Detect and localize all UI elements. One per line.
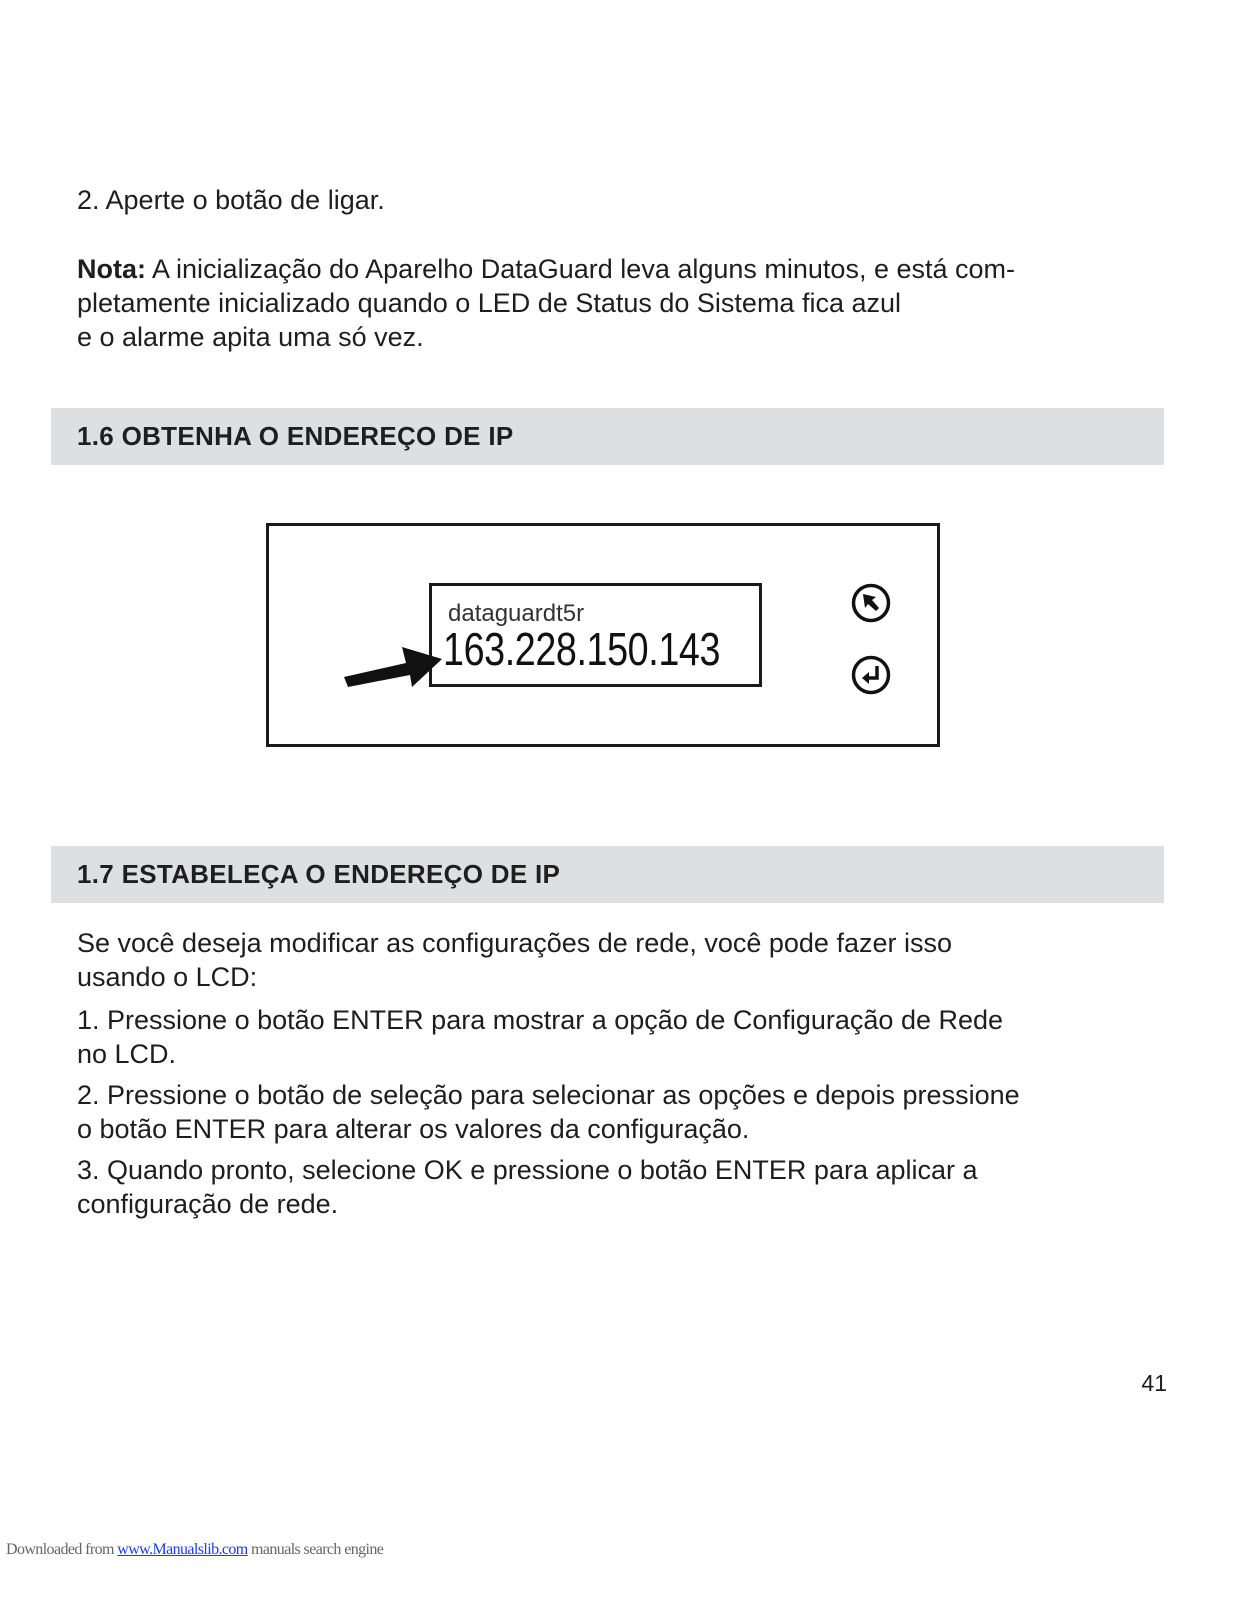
step-3: 3. Quando pronto, selecione OK e pressione o botão ENTER para aplicar a configuração de rede. <box>77 1155 978 1219</box>
note-line-1: A inicialização do Aparelho DataGuard leva alguns minutos, e está com- <box>152 254 1016 284</box>
section-title-1-7: 1.7 ESTABELEÇA O ENDEREÇO DE IP <box>77 859 561 889</box>
lcd-panel-figure <box>266 523 940 747</box>
note-line-3: e o alarme apita uma só vez. <box>77 322 424 352</box>
select-button-icon <box>851 583 891 623</box>
lcd-display <box>429 583 762 687</box>
step-2-text: 2. Aperte o botão de ligar. <box>77 185 385 215</box>
section-header-1-6 <box>51 408 1164 465</box>
section-header-1-7 <box>51 846 1164 903</box>
footer-suffix: manuals search engine <box>247 1541 384 1558</box>
lcd-ip-address: 163.228.150.143 <box>443 623 721 675</box>
step-2: 2. Pressione o botão de seleção para selecionar as opções e depois pressione o botão ENTER para alterar os valores da configuração. <box>77 1080 1020 1144</box>
section-1-7-intro: Se você deseja modificar as configurações de rede, você pode fazer isso usando o LCD: <box>77 928 952 992</box>
section-title-1-6: 1.6 OBTENHA O ENDEREÇO DE IP <box>77 421 514 451</box>
arrow-pointer-icon <box>342 641 446 691</box>
download-footer <box>6 1541 383 1559</box>
page-number: 41 <box>1141 1370 1167 1396</box>
note-line-2: pletamente inicializado quando o LED de Status do Sistema fica azul <box>77 288 902 318</box>
enter-button-icon <box>851 655 891 695</box>
note-label: Nota: <box>77 254 146 284</box>
manualslib-link[interactable]: www.Manualslib.com <box>117 1541 248 1558</box>
footer-prefix: Downloaded from <box>6 1541 118 1558</box>
lcd-hostname: dataguardt5r <box>448 600 585 627</box>
step-1: 1. Pressione o botão ENTER para mostrar a opção de Configuração de Rede no LCD. <box>77 1005 1004 1069</box>
note-paragraph <box>77 252 1015 354</box>
